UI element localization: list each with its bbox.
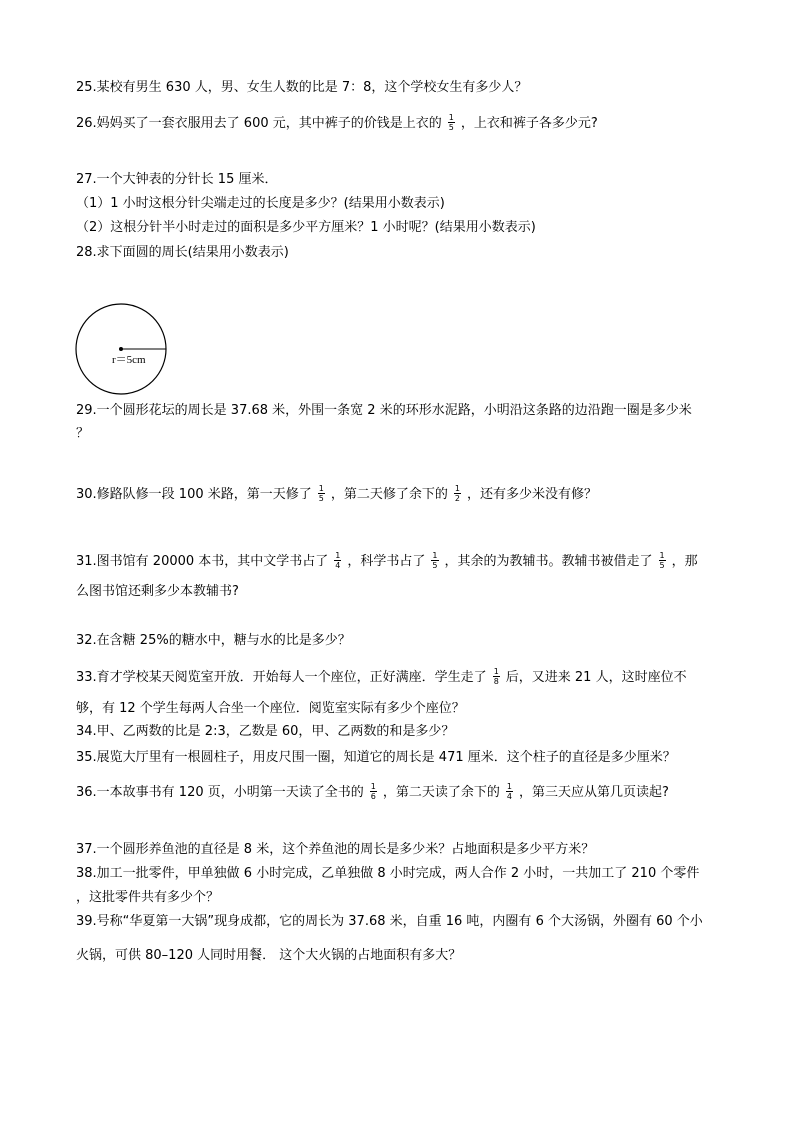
problem-36: 36.一本故事书有 120 页，小明第一天读了全书的 $\frac{1}{6}$ ，第二天读了余下的 $\frac{1}{4}$ ，第三天应从第几页读起? bbox=[76, 782, 669, 801]
problem-29-line-2: ？ bbox=[76, 426, 90, 441]
problem-31-line-2: 么图书馆还剩多少本教辅书? bbox=[76, 584, 239, 599]
fraction: $\frac{1}{5}$ bbox=[318, 484, 324, 503]
problem-34: 34.甲、乙两数的比是 2:3，乙数是 60，甲、乙两数的和是多少？ bbox=[76, 724, 455, 739]
problem-39-line-1: 39.号称“华夏第一大锅”现身成都，它的周长为 37.68 米，自重 16 吨，内圈有 6 个大汤锅，外圈有 60 个小 bbox=[76, 914, 703, 929]
fraction: $\frac{1}{5}$ bbox=[448, 113, 454, 132]
problem-26 bbox=[76, 114, 598, 130]
radius-label: r＝5cm bbox=[112, 354, 146, 366]
problem-35: 35.展览大厅里有一根圆柱子，用皮尺围一圈，知道它的周长是 471 厘米．这个柱子的直径是多少厘米？ bbox=[76, 750, 676, 765]
problem-28: 28.求下面圆的周长(结果用小数表示) bbox=[76, 245, 289, 260]
problem-25: 25.某校有男生 630 人，男、女生人数的比是 7：8，这个学校女生有多少人？ bbox=[76, 80, 528, 95]
problem-27-part-2: （2）这根分针半小时走过的面积是多少平方厘米？1 小时呢？(结果用小数表示) bbox=[76, 220, 536, 235]
fraction: $\frac{1}{4}$ bbox=[506, 782, 512, 801]
problem-30: 30.修路队修一段 100 米路，第一天修了 $\frac{1}{5}$ ，第二天修了余下的 $\frac{1}{2}$ ，还有多少米没有修？ bbox=[76, 484, 597, 503]
center-dot bbox=[119, 347, 123, 351]
problem-37: 37.一个圆形养鱼池的直径是 8 米，这个养鱼池的周长是多少米？占地面积是多少平方米？ bbox=[76, 842, 595, 857]
problem-33-line-1: 33.育才学校某天阅览室开放．开始每人一个座位，正好满座．学生走了 $\frac{1}{8}$ 后，又进来 21 人，这时座位不 bbox=[76, 667, 687, 686]
fraction: $\frac{1}{2}$ bbox=[454, 484, 460, 503]
fraction: $\frac{1}{5}$ bbox=[432, 551, 438, 570]
fraction: $\frac{1}{8}$ bbox=[493, 667, 499, 686]
circle-figure bbox=[75, 303, 169, 397]
fraction: $\frac{1}{6}$ bbox=[370, 782, 376, 801]
problem-26-text-a: 26.妈妈买了一套衣服用去了 600 元，其中裤子的价钱是上衣的 bbox=[76, 116, 442, 131]
problem-31-line-1: 31.图书馆有 20000 本书，其中文学书占了 $\frac{1}{4}$ ，科学书占了 $\frac{1}{5}$ ，其余的为教辅书。教辅书被借走了 $\frac{1}{5}$ ，那 bbox=[76, 551, 698, 570]
problem-27-part-1: （1）1 小时这根分针尖端走过的长度是多少？(结果用小数表示) bbox=[76, 196, 445, 211]
problem-27: 27.一个大钟表的分针长 15 厘米． bbox=[76, 172, 278, 187]
problem-38-line-2: ，这批零件共有多少个？ bbox=[76, 890, 220, 905]
fraction: $\frac{1}{5}$ bbox=[659, 551, 665, 570]
problem-26-text-b: ，上衣和裤子各多少元? bbox=[460, 116, 598, 131]
problem-29-line-1: 29.一个圆形花坛的周长是 37.68 米，外围一条宽 2 米的环形水泥路，小明沿这条路的边沿跑一圈是多少米 bbox=[76, 403, 692, 418]
problem-32: 32.在含糖 25%的糖水中，糖与水的比是多少？ bbox=[76, 633, 351, 648]
problem-39-line-2: 火锅，可供 80–120 人同时用餐． 这个大火锅的占地面积有多大？ bbox=[76, 948, 462, 963]
problem-38-line-1: 38.加工一批零件，甲单独做 6 小时完成，乙单独做 8 小时完成，两人合作 2 小时，一共加工了 210 个零件 bbox=[76, 866, 700, 881]
fraction: $\frac{1}{4}$ bbox=[335, 551, 341, 570]
problem-33-line-2: 够，有 12 个学生每两人合坐一个座位．阅览室实际有多少个座位？ bbox=[76, 701, 465, 716]
